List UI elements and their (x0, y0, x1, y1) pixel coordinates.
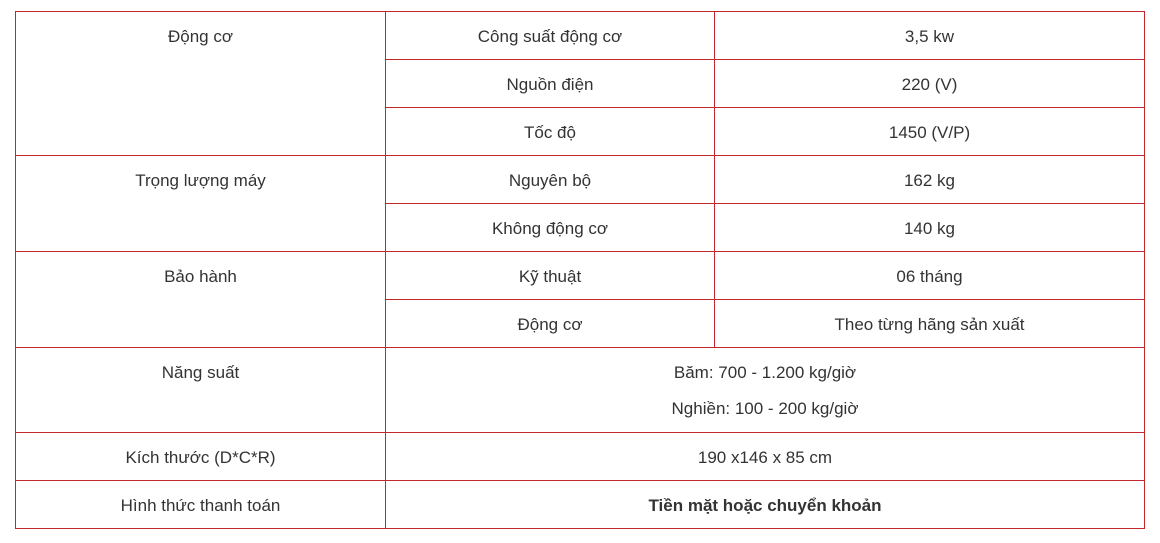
row-label-capacity: Năng suất (16, 348, 386, 433)
row-label-weight: Trọng lượng máy (16, 156, 386, 252)
sub-label: Công suất động cơ (386, 12, 715, 60)
sub-value: 3,5 kw (715, 12, 1145, 60)
sub-value: Theo từng hãng sản xuất (715, 300, 1145, 348)
size-value: 190 x146 x 85 cm (386, 433, 1145, 481)
sub-value: 140 kg (715, 204, 1145, 252)
sub-label: Tốc độ (386, 108, 715, 156)
sub-label: Không động cơ (386, 204, 715, 252)
row-label-engine: Động cơ (16, 12, 386, 156)
table-row (16, 12, 1145, 60)
spec-table (15, 11, 1145, 529)
capacity-chop: Băm: 700 - 1.200 kg/giờ (673, 363, 857, 382)
row-label-size: Kích thước (D*C*R) (16, 433, 386, 481)
sub-label: Nguồn điện (386, 60, 715, 108)
capacity-value (386, 348, 1145, 433)
sub-label: Kỹ thuật (386, 252, 715, 300)
capacity-grind: Nghiền: 100 - 200 kg/giờ (671, 399, 859, 418)
table-row (16, 481, 1145, 529)
table-row (16, 348, 1145, 433)
table-row (16, 252, 1145, 300)
sub-label: Nguyên bộ (386, 156, 715, 204)
sub-label: Động cơ (386, 300, 715, 348)
sub-value: 1450 (V/P) (715, 108, 1145, 156)
payment-value: Tiền mặt hoặc chuyển khoản (386, 481, 1145, 529)
row-label-warranty: Bảo hành (16, 252, 386, 348)
row-label-payment: Hình thức thanh toán (16, 481, 386, 529)
table-row (16, 156, 1145, 204)
sub-value: 220 (V) (715, 60, 1145, 108)
sub-value: 06 tháng (715, 252, 1145, 300)
table-row (16, 433, 1145, 481)
sub-value: 162 kg (715, 156, 1145, 204)
